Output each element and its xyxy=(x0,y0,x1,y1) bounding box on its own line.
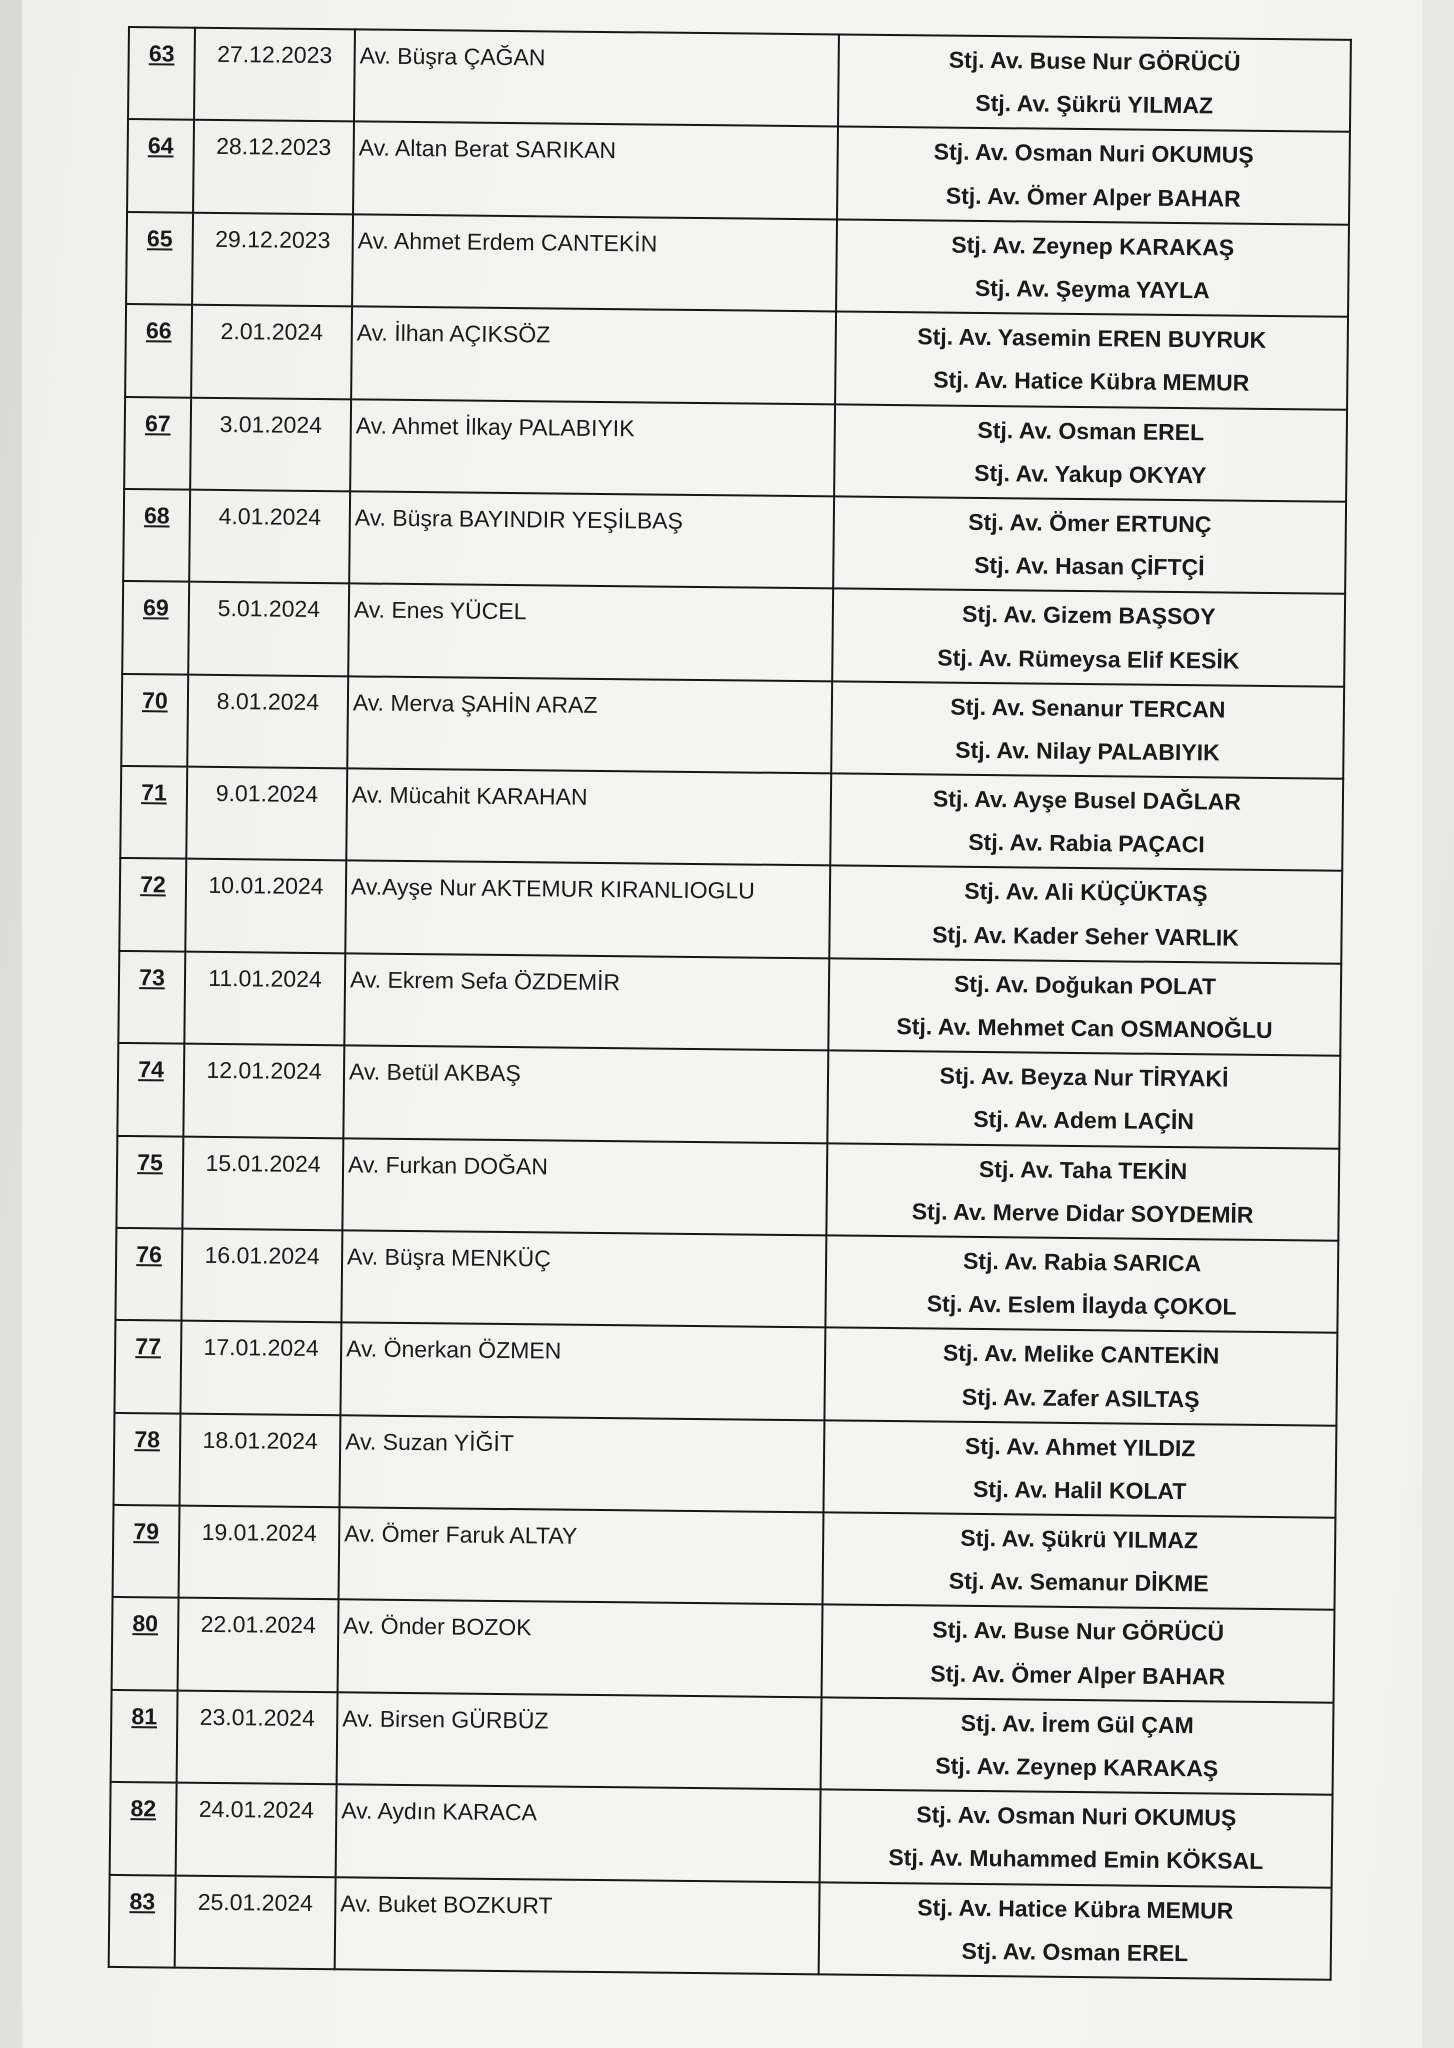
intern-name: Stj. Av. Hatice Kübra MEMUR xyxy=(933,366,1250,397)
row-number-cell xyxy=(114,1413,181,1506)
lawyer-name: Av. Suzan YİĞİT xyxy=(345,1427,515,1456)
duty-date-cell xyxy=(181,1229,342,1323)
interns-cell xyxy=(833,496,1346,594)
table-row xyxy=(113,1505,1336,1610)
duty-date: 17.01.2024 xyxy=(203,1334,319,1362)
row-number: 65 xyxy=(146,224,173,252)
duty-date-cell xyxy=(176,1783,337,1877)
interns-list xyxy=(835,405,1346,501)
row-number: 81 xyxy=(131,1702,158,1730)
duty-date-cell xyxy=(182,1136,343,1230)
interns-list xyxy=(820,1883,1331,1979)
intern-name: Stj. Av. Muhammed Emin KÖKSAL xyxy=(888,1844,1264,1875)
duty-date: 2.01.2024 xyxy=(220,318,324,346)
lawyer-name: Av. Betül AKBAŞ xyxy=(348,1058,521,1087)
duty-table xyxy=(108,26,1352,1981)
duty-date: 23.01.2024 xyxy=(199,1703,315,1731)
interns-cell xyxy=(822,1605,1335,1703)
row-number-cell xyxy=(127,119,194,212)
interns-list xyxy=(830,867,1341,963)
row-number-cell xyxy=(120,766,187,859)
lawyer-name: Av. Önder BOZOK xyxy=(343,1612,532,1641)
intern-name: Stj. Av. Ömer ERTUNÇ xyxy=(968,508,1212,538)
duty-date: 16.01.2024 xyxy=(204,1241,320,1269)
interns-cell xyxy=(826,1143,1339,1241)
row-number: 66 xyxy=(145,317,172,344)
lawyer-cell xyxy=(353,122,838,219)
interns-cell xyxy=(832,589,1345,687)
interns-cell xyxy=(819,1882,1332,1980)
duty-date: 4.01.2024 xyxy=(218,502,322,530)
interns-list xyxy=(834,497,1345,593)
lawyer-cell xyxy=(340,1323,825,1420)
intern-name: Stj. Av. Nilay PALABIYIK xyxy=(955,736,1220,766)
interns-cell xyxy=(829,866,1342,964)
duty-date-cell xyxy=(178,1598,339,1692)
lawyer-cell xyxy=(342,1138,827,1235)
intern-name: Stj. Av. Rabia PAÇACI xyxy=(968,829,1205,858)
row-number: 79 xyxy=(133,1518,160,1545)
interns-list xyxy=(825,1329,1336,1425)
interns-cell xyxy=(820,1789,1333,1887)
table-row xyxy=(124,396,1347,501)
intern-name: Stj. Av. Beyza Nur TİRYAKİ xyxy=(939,1062,1229,1092)
lawyer-cell xyxy=(349,491,834,588)
lawyer-cell xyxy=(343,1045,828,1142)
row-number-cell xyxy=(118,951,185,1044)
row-number-cell xyxy=(125,304,192,397)
lawyer-name: Av. Mücahit KARAHAN xyxy=(351,781,588,810)
interns-list xyxy=(821,1790,1332,1886)
duty-date-cell xyxy=(179,1506,340,1600)
table-row xyxy=(119,858,1342,963)
table-row xyxy=(122,581,1345,686)
row-number: 70 xyxy=(142,686,168,714)
duty-date: 3.01.2024 xyxy=(219,410,323,438)
row-number: 71 xyxy=(141,779,167,806)
duty-date-cell xyxy=(180,1321,341,1415)
intern-name: Stj. Av. Semanur DİKME xyxy=(948,1567,1209,1597)
intern-name: Stj. Av. Şükrü YILMAZ xyxy=(975,90,1214,119)
duty-date: 24.01.2024 xyxy=(198,1795,315,1824)
interns-cell xyxy=(834,404,1347,502)
intern-name: Stj. Av. Osman EREL xyxy=(961,1937,1189,1967)
interns-cell xyxy=(825,1235,1338,1333)
interns-cell xyxy=(830,773,1343,871)
interns-list xyxy=(838,128,1349,224)
intern-name: Stj. Av. Hasan ÇİFTÇİ xyxy=(974,552,1205,581)
duty-date-cell xyxy=(177,1690,338,1784)
row-number-cell xyxy=(121,674,188,767)
duty-schedule xyxy=(108,26,1350,1981)
duty-date: 12.01.2024 xyxy=(206,1057,322,1085)
intern-name: Stj. Av. Mehmet Can OSMANOĞLU xyxy=(896,1013,1273,1044)
intern-name: Stj. Av. Hatice Kübra MEMUR xyxy=(917,1893,1234,1924)
intern-name: Stj. Av. Rabia SARICA xyxy=(962,1247,1202,1277)
row-number-cell xyxy=(110,1782,177,1875)
table-row xyxy=(116,1135,1339,1240)
interns-list xyxy=(836,313,1347,409)
lawyer-cell xyxy=(351,306,836,403)
lawyer-cell xyxy=(335,1877,820,1975)
interns-cell xyxy=(824,1328,1337,1426)
intern-name: Stj. Av. Ömer Alper BAHAR xyxy=(930,1660,1226,1690)
intern-name: Stj. Av. Buse Nur GÖRÜCÜ xyxy=(948,46,1241,76)
interns-list xyxy=(822,1698,1333,1794)
row-number: 68 xyxy=(143,502,170,529)
interns-cell xyxy=(823,1420,1336,1518)
interns-list xyxy=(833,590,1344,686)
row-number-cell xyxy=(115,1228,182,1321)
lawyer-cell xyxy=(339,1415,824,1512)
duty-date: 28.12.2023 xyxy=(216,133,332,161)
lawyer-name: Av. İlhan AÇIKSÖZ xyxy=(356,319,551,348)
duty-date-cell xyxy=(187,674,348,768)
lawyer-cell xyxy=(339,1507,824,1604)
intern-name: Stj. Av. Zafer ASILTAŞ xyxy=(961,1383,1200,1412)
interns-cell xyxy=(831,681,1344,779)
lawyer-cell xyxy=(350,399,835,496)
row-number-cell xyxy=(124,396,191,489)
duty-date-cell xyxy=(188,582,349,676)
intern-name: Stj. Av. Adem LAÇİN xyxy=(973,1106,1195,1135)
interns-list xyxy=(832,682,1343,778)
duty-date-cell xyxy=(180,1413,341,1507)
lawyer-name: Av. Büşra BAYINDIR YEŞİLBAŞ xyxy=(354,504,684,534)
lawyer-name: Av. Ömer Faruk ALTAY xyxy=(344,1520,578,1549)
interns-cell xyxy=(835,312,1348,410)
intern-name: Stj. Av. Ali KÜÇÜKTAŞ xyxy=(964,878,1208,907)
interns-list xyxy=(839,35,1350,131)
interns-cell xyxy=(828,958,1341,1056)
table-row xyxy=(125,304,1348,409)
interns-list xyxy=(824,1421,1335,1517)
row-number: 72 xyxy=(140,871,166,898)
intern-name: Stj. Av. Zeynep KARAKAŞ xyxy=(935,1752,1219,1782)
duty-date-cell xyxy=(194,28,355,122)
lawyer-name: Av. Önerkan ÖZMEN xyxy=(346,1335,562,1364)
interns-list xyxy=(831,774,1342,870)
lawyer-cell xyxy=(336,1784,821,1881)
table-row xyxy=(118,951,1341,1056)
row-number: 63 xyxy=(148,40,175,67)
lawyer-name: Av. Ahmet Erdem CANTEKİN xyxy=(357,227,658,257)
interns-list xyxy=(824,1513,1335,1609)
lawyer-name: Av. Buket BOZKURT xyxy=(340,1889,553,1919)
intern-name: Stj. Av. Şükrü YILMAZ xyxy=(960,1524,1199,1554)
lawyer-cell xyxy=(354,29,839,126)
lawyer-name: Av. Büşra MENKÜÇ xyxy=(346,1243,551,1272)
intern-name: Stj. Av. Şeyma YAYLA xyxy=(974,274,1210,304)
duty-date: 11.01.2024 xyxy=(208,964,322,992)
table-row xyxy=(126,212,1349,317)
lawyer-name: Av. Altan Berat SARIKAN xyxy=(358,134,617,164)
duty-date: 18.01.2024 xyxy=(202,1426,318,1454)
row-number: 64 xyxy=(147,132,174,159)
duty-date-cell xyxy=(192,212,353,306)
lawyer-cell xyxy=(347,676,832,773)
lawyer-cell xyxy=(346,768,831,865)
duty-date-cell xyxy=(189,490,350,584)
intern-name: Stj. Av. Ömer Alper BAHAR xyxy=(945,182,1241,212)
row-number-cell xyxy=(111,1690,178,1783)
intern-name: Stj. Av. Senanur TERCAN xyxy=(950,693,1226,723)
table-row xyxy=(127,119,1350,224)
intern-name: Stj. Av. Ahmet YILDIZ xyxy=(964,1432,1196,1461)
lawyer-name: Av. Ahmet İlkay PALABIYIK xyxy=(355,411,635,441)
duty-date: 15.01.2024 xyxy=(205,1149,321,1177)
lawyer-name: Av. Merva ŞAHİN ARAZ xyxy=(352,689,598,718)
duty-table-body xyxy=(109,27,1351,1980)
intern-name: Stj. Av. Taha TEKİN xyxy=(978,1155,1188,1184)
row-number-cell xyxy=(113,1505,180,1598)
duty-date: 8.01.2024 xyxy=(216,687,320,715)
row-number: 69 xyxy=(142,594,169,621)
row-number: 75 xyxy=(137,1148,164,1175)
lawyer-name: Av. Furkan DOĞAN xyxy=(347,1150,549,1179)
interns-list xyxy=(828,1052,1339,1148)
interns-list xyxy=(829,959,1340,1055)
intern-name: Stj. Av. Merve Didar SOYDEMİR xyxy=(911,1198,1254,1228)
duty-date-cell xyxy=(190,397,351,491)
row-number-cell xyxy=(114,1320,181,1413)
duty-date-cell xyxy=(186,767,347,861)
intern-name: Stj. Av. Osman EREL xyxy=(977,416,1205,445)
row-number: 67 xyxy=(144,409,171,436)
table-row xyxy=(121,674,1344,779)
table-row xyxy=(112,1597,1335,1702)
interns-list xyxy=(837,220,1348,316)
lawyer-cell xyxy=(341,1230,826,1327)
row-number-cell xyxy=(122,581,189,674)
intern-name: Stj. Av. Yasemin EREN BUYRUK xyxy=(917,323,1267,354)
row-number-cell xyxy=(119,858,186,951)
row-number: 77 xyxy=(135,1333,162,1360)
table-row xyxy=(117,1043,1340,1148)
table-row xyxy=(114,1413,1337,1518)
lawyer-name: Av. Enes YÜCEL xyxy=(353,596,527,625)
interns-cell xyxy=(823,1512,1336,1610)
intern-name: Stj. Av. Melike CANTEKİN xyxy=(942,1339,1220,1369)
lawyer-name: Av. Büşra ÇAĞAN xyxy=(359,42,546,71)
lawyer-cell xyxy=(338,1600,823,1697)
duty-date: 5.01.2024 xyxy=(217,595,321,623)
row-number-cell xyxy=(123,489,190,582)
interns-cell xyxy=(827,1051,1340,1149)
table-row xyxy=(110,1782,1333,1887)
duty-date-cell xyxy=(175,1875,336,1969)
duty-date-cell xyxy=(191,305,352,399)
interns-list xyxy=(826,1236,1337,1332)
duty-date: 9.01.2024 xyxy=(215,779,319,808)
row-number: 83 xyxy=(129,1887,156,1914)
lawyer-name: Av. Ekrem Sefa ÖZDEMİR xyxy=(349,966,621,995)
intern-name: Stj. Av. Ayşe Busel DAĞLAR xyxy=(932,785,1242,815)
interns-cell xyxy=(836,219,1349,317)
interns-list xyxy=(827,1144,1338,1240)
table-row xyxy=(111,1690,1334,1795)
duty-date: 19.01.2024 xyxy=(201,1518,317,1547)
duty-date: 29.12.2023 xyxy=(215,225,331,253)
duty-date: 25.01.2024 xyxy=(197,1888,314,1916)
table-row xyxy=(109,1874,1332,1979)
intern-name: Stj. Av. Osman Nuri OKUMUŞ xyxy=(916,1801,1237,1831)
row-number-cell xyxy=(128,27,195,120)
row-number: 73 xyxy=(139,963,165,991)
row-number-cell xyxy=(126,212,193,305)
row-number-cell xyxy=(117,1043,184,1136)
intern-name: Stj. Av. Osman Nuri OKUMUŞ xyxy=(933,138,1254,169)
interns-cell xyxy=(837,127,1350,225)
intern-name: Stj. Av. Gizem BAŞSOY xyxy=(962,601,1216,630)
intern-name: Stj. Av. Buse Nur GÖRÜCÜ xyxy=(932,1616,1225,1647)
table-row xyxy=(128,27,1351,132)
intern-name: Stj. Av. Doğukan POLAT xyxy=(953,970,1217,1000)
lawyer-cell xyxy=(344,953,829,1050)
intern-name: Stj. Av. Yakup OKYAY xyxy=(974,459,1207,489)
intern-name: Stj. Av. Eslem İlayda ÇOKOL xyxy=(926,1290,1237,1320)
table-row xyxy=(114,1320,1337,1425)
row-number-cell xyxy=(116,1135,183,1228)
duty-date-cell xyxy=(183,1044,344,1138)
row-number: 74 xyxy=(138,1056,165,1083)
table-row xyxy=(123,489,1346,594)
lawyer-cell xyxy=(345,861,830,958)
intern-name: Stj. Av. Rümeysa Elif KESİK xyxy=(937,644,1240,674)
lawyer-name: Av. Birsen GÜRBÜZ xyxy=(342,1705,549,1734)
row-number: 76 xyxy=(136,1241,163,1268)
intern-name: Stj. Av. Halil KOLAT xyxy=(972,1475,1187,1505)
row-number-cell xyxy=(109,1874,176,1967)
duty-date: 22.01.2024 xyxy=(200,1611,316,1639)
interns-cell xyxy=(821,1697,1334,1795)
row-number: 78 xyxy=(134,1425,161,1453)
duty-date-cell xyxy=(185,859,346,953)
intern-name: Stj. Av. Zeynep KARAKAŞ xyxy=(951,231,1235,261)
duty-date: 10.01.2024 xyxy=(208,872,324,900)
duty-date-cell xyxy=(184,951,345,1045)
row-number: 80 xyxy=(132,1610,159,1637)
lawyer-name: Av. Aydın KARACA xyxy=(341,1797,538,1826)
row-number: 82 xyxy=(130,1795,157,1822)
table-row xyxy=(120,766,1343,871)
interns-list xyxy=(823,1606,1334,1702)
intern-name: Stj. Av. Kader Seher VARLIK xyxy=(932,921,1240,951)
lawyer-name: Av.Ayşe Nur AKTEMUR KIRANLIOGLU xyxy=(350,873,756,904)
paper-sheet xyxy=(22,0,1422,2048)
lawyer-cell xyxy=(348,584,833,681)
intern-name: Stj. Av. İrem Gül ÇAM xyxy=(960,1709,1194,1739)
row-number-cell xyxy=(112,1597,179,1690)
lawyer-cell xyxy=(352,214,837,311)
table-row xyxy=(115,1228,1338,1333)
interns-cell xyxy=(838,34,1351,132)
duty-date: 27.12.2023 xyxy=(217,40,333,69)
duty-date-cell xyxy=(193,120,354,214)
lawyer-cell xyxy=(337,1692,822,1789)
